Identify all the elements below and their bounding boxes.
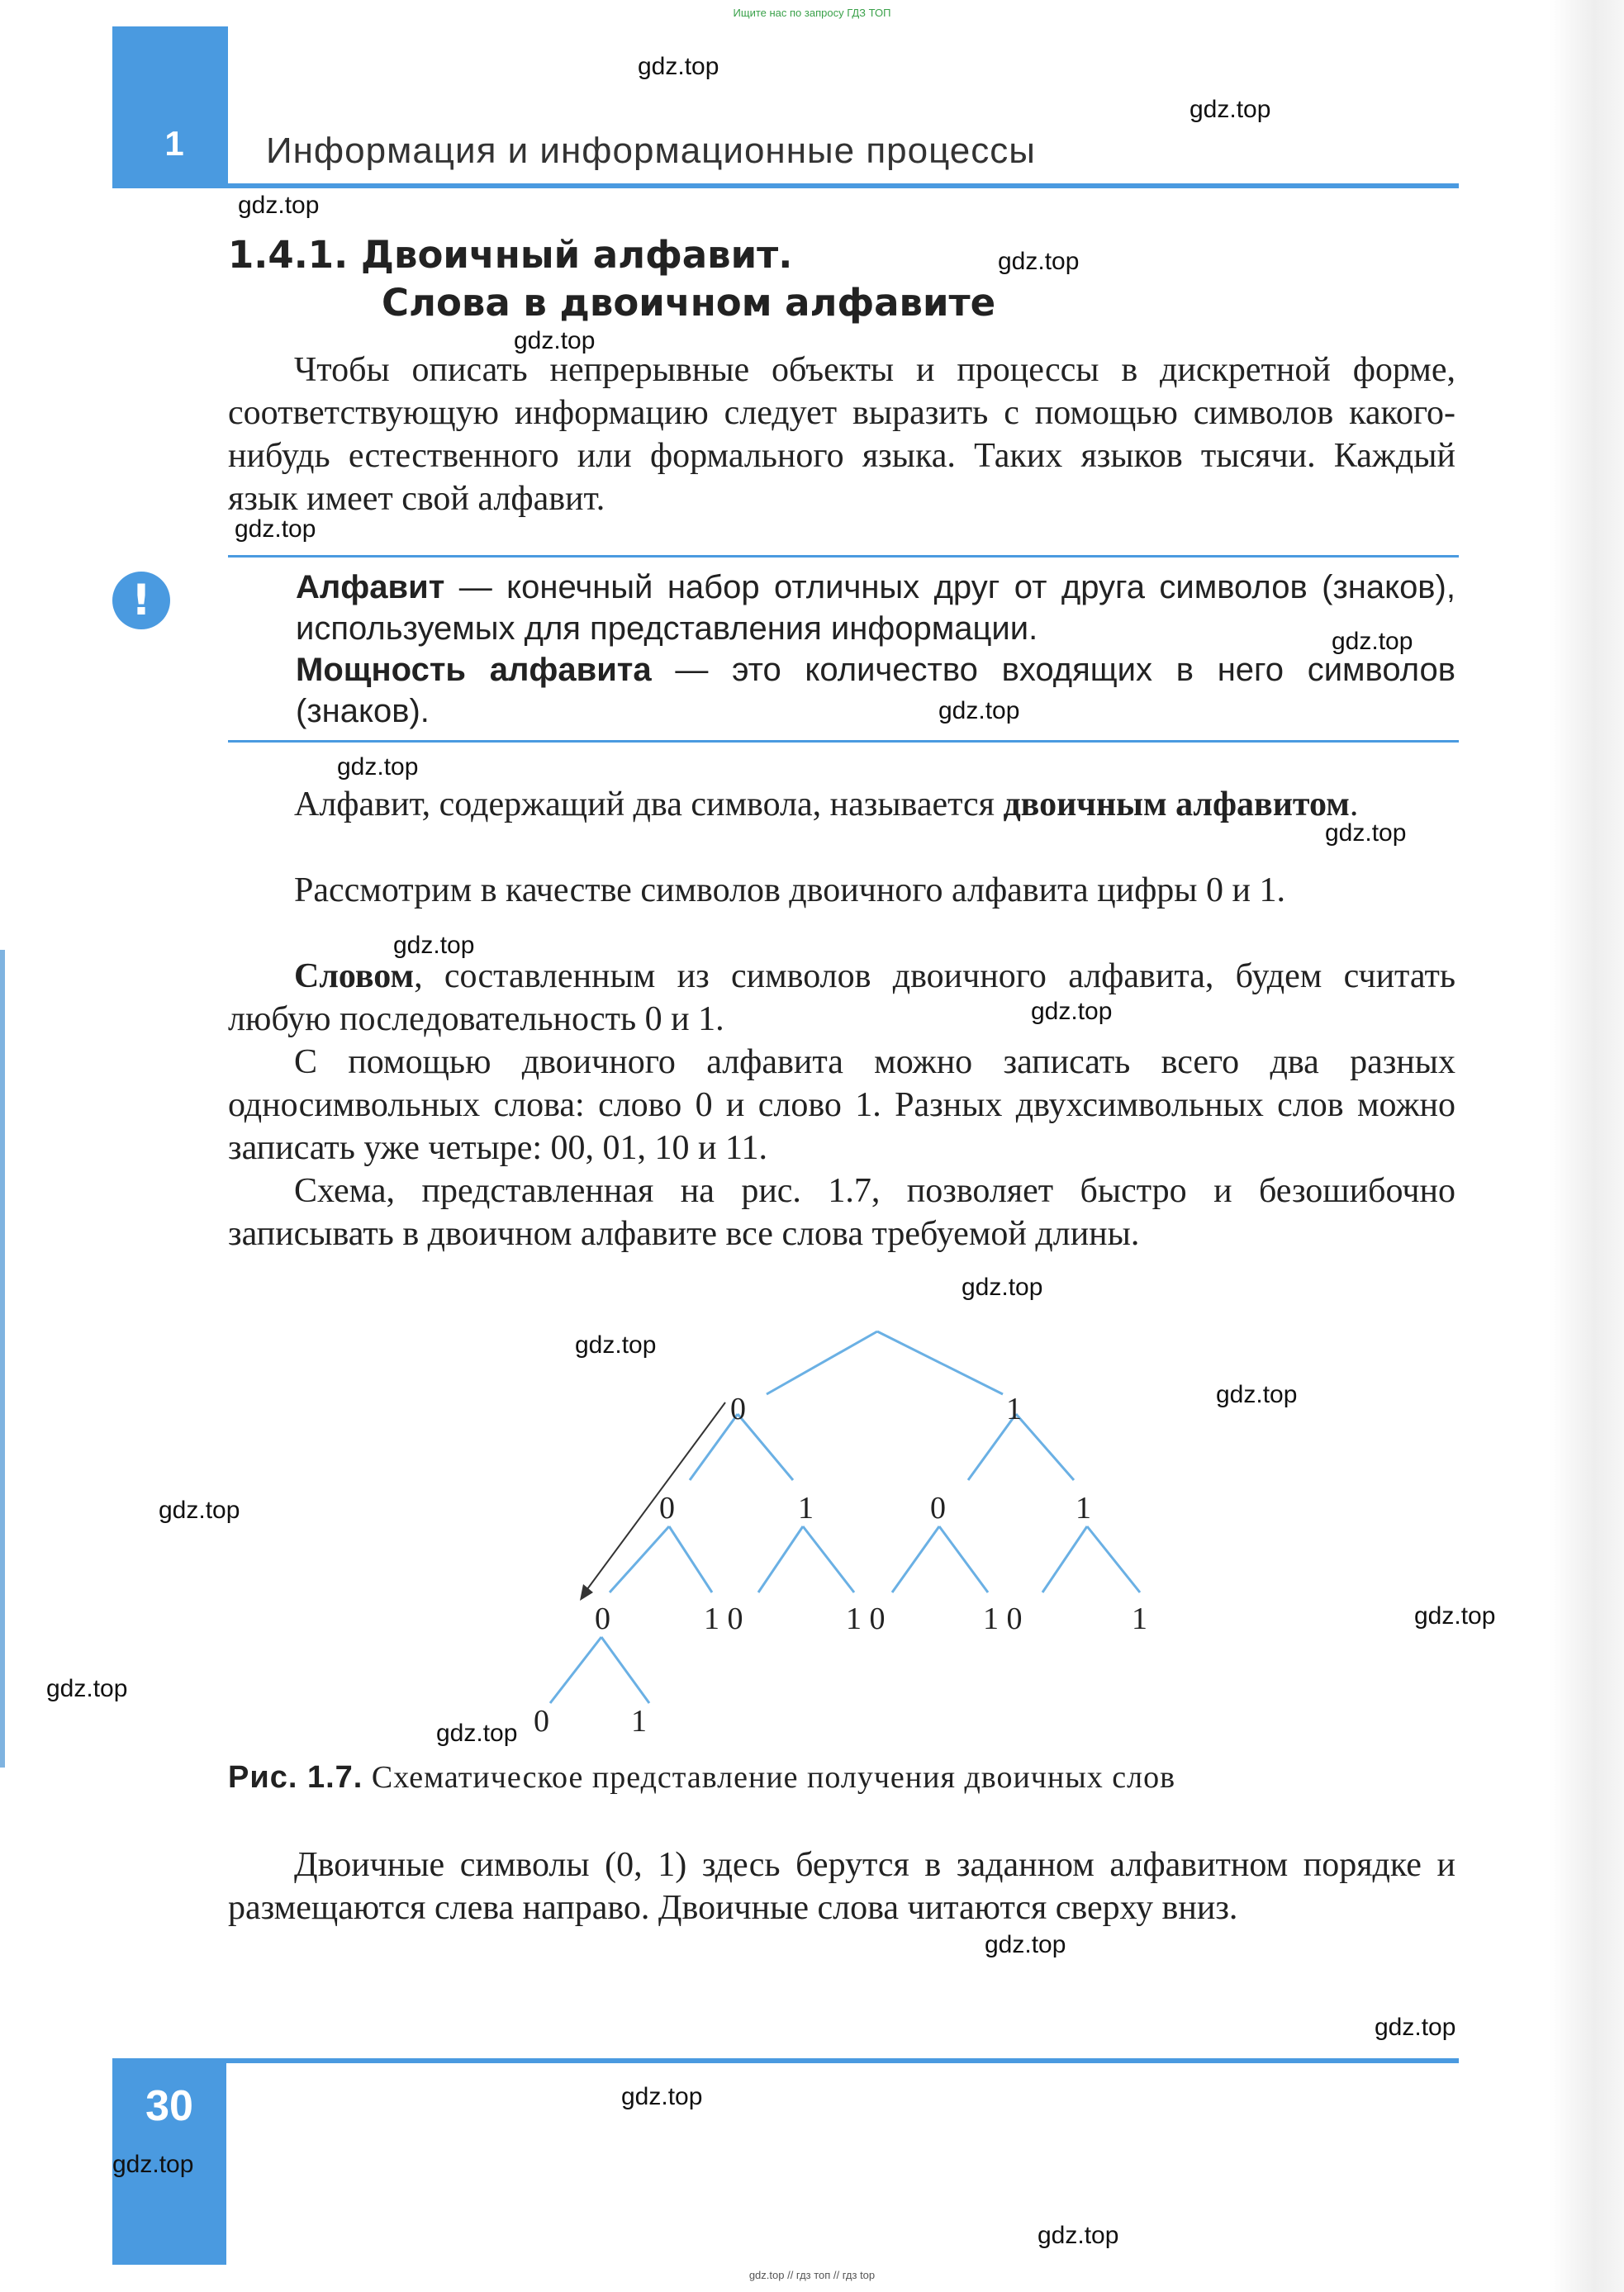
term-power: Мощность алфавита bbox=[296, 652, 652, 688]
watermark: gdz.top bbox=[962, 1274, 1043, 1301]
definition-power-text: — это количество входящих в него символов (знаков). bbox=[296, 652, 1456, 729]
tree-edge bbox=[1087, 1526, 1140, 1592]
arrow-head-icon bbox=[580, 1584, 593, 1601]
tree-node-l1-0: 0 bbox=[730, 1392, 746, 1426]
tree-node-l2-0: 0 bbox=[659, 1491, 675, 1526]
watermark: gdz.top bbox=[393, 932, 475, 959]
watermark: gdz.top bbox=[46, 1675, 128, 1702]
tree-edge bbox=[803, 1526, 854, 1592]
tree-node-l1-1: 1 bbox=[1006, 1392, 1022, 1426]
tree-edge bbox=[877, 1331, 1003, 1394]
watermark: gdz.top bbox=[159, 1497, 240, 1524]
watermark: gdz.top bbox=[998, 248, 1080, 275]
tree-edge bbox=[669, 1526, 712, 1592]
watermark: gdz.top bbox=[1190, 96, 1271, 123]
watermark: gdz.top bbox=[1031, 998, 1113, 1025]
tree-edge bbox=[610, 1526, 669, 1592]
tree-edge bbox=[939, 1526, 988, 1592]
exclamation-icon: ! bbox=[112, 572, 170, 629]
watermark: gdz.top bbox=[621, 2083, 703, 2110]
section-title: 1.4.1. Двоичный алфавит. bbox=[228, 233, 793, 277]
intro-paragraph: Чтобы описать непрерывные объекты и процессы в дискретной форме, соответствующую информацию следует выразить с помощью символов какого-нибудь естественного или формального языка. Таких языков тысячи. Каждый язык имеет свой алфавит. bbox=[228, 351, 1455, 518]
words-paragraph: С помощью двоичного алфавита можно записать всего два разных односимвольных слова: слово 0 и слово 1. Разных двухсимвольных слов можно записать уже четыре: 00, 01, 10 и 11. bbox=[228, 1043, 1455, 1167]
binary-paragraph-after: . bbox=[1349, 785, 1359, 823]
tree-node-l4-1: 1 bbox=[631, 1704, 647, 1739]
tree-node-l3-pair: 1 0 bbox=[846, 1602, 886, 1636]
tree-node-l2-2: 0 bbox=[930, 1491, 946, 1526]
page-number: 30 bbox=[145, 2082, 193, 2130]
tree-edge bbox=[1042, 1526, 1087, 1592]
watermark: gdz.top bbox=[1216, 1381, 1298, 1408]
word-paragraph-text: , составленным из символов двоичного алфавита, будем считать любую последовательность 0 и 1. bbox=[228, 957, 1455, 1038]
tree-node-l2-1: 1 bbox=[798, 1491, 814, 1526]
reading-direction-arrow bbox=[585, 1402, 725, 1592]
watermark: gdz.top bbox=[1332, 628, 1413, 655]
bottom-note: gdz.top // гдз топ // гдз top bbox=[748, 2269, 876, 2281]
definition-alphabet-text: — конечный набор отличных друг от друга символов (знаков), используемых для представления информации. bbox=[296, 569, 1455, 647]
watermark: gdz.top bbox=[638, 53, 719, 80]
tree-edge bbox=[1016, 1414, 1074, 1480]
tree-node-l3-0: 0 bbox=[595, 1602, 610, 1636]
binary-paragraph-before: Алфавит, содержащий два символа, называется bbox=[294, 785, 1004, 823]
chapter-number: 1 bbox=[164, 124, 184, 163]
scheme-paragraph: Схема, представленная на рис. 1.7, позволяет быстро и безошибочно записывать в двоичном алфавите все слова требуемой длины. bbox=[228, 1172, 1455, 1253]
tree-edge bbox=[767, 1331, 877, 1394]
tree-edge bbox=[550, 1637, 601, 1703]
chapter-title: Информация и информационные процессы bbox=[266, 130, 1036, 171]
watermark: gdz.top bbox=[514, 327, 596, 354]
watermark: gdz.top bbox=[235, 515, 316, 543]
footer-rule bbox=[112, 2058, 1459, 2063]
tree-node-l3-1: 1 bbox=[1132, 1602, 1147, 1636]
term-word: Словом bbox=[294, 957, 415, 995]
term-alphabet: Алфавит bbox=[296, 569, 445, 605]
watermark: gdz.top bbox=[238, 192, 320, 219]
figure-caption bbox=[228, 1759, 1175, 1796]
tree-edge bbox=[758, 1526, 803, 1592]
tree-edge bbox=[738, 1414, 793, 1480]
watermark: gdz.top bbox=[575, 1331, 657, 1359]
watermark: gdz.top bbox=[1038, 2222, 1119, 2249]
watermark: gdz.top bbox=[985, 1931, 1066, 1958]
tree-node-l2-3: 1 bbox=[1076, 1491, 1091, 1526]
closing-paragraph: Двоичные символы (0, 1) здесь берутся в заданном алфавитном порядке и размещаются слева направо. Двоичные слова читаются сверху вниз. bbox=[228, 1846, 1455, 1927]
figure-caption-label: Рис. 1.7. bbox=[228, 1760, 363, 1795]
tree-node-l4-0: 0 bbox=[534, 1704, 549, 1739]
tree-node-l3-pair: 1 0 bbox=[983, 1602, 1023, 1636]
top-search-note: Ищите нас по запросу ГДЗ ТОП bbox=[733, 7, 891, 19]
tree-edge bbox=[892, 1526, 939, 1592]
section-title-line2: Слова в двоичном алфавите bbox=[382, 281, 996, 325]
watermark: gdz.top bbox=[1325, 819, 1407, 847]
watermark: gdz.top bbox=[436, 1720, 518, 1747]
tree-node-l3-pair: 1 0 bbox=[704, 1602, 743, 1636]
watermark: gdz.top bbox=[1414, 1602, 1496, 1630]
watermark: gdz.top bbox=[938, 697, 1020, 724]
tree-edge bbox=[601, 1637, 649, 1703]
watermark: gdz.top bbox=[337, 753, 419, 781]
term-binary-alphabet: двоичным алфавитом bbox=[1003, 785, 1350, 823]
consider-paragraph: Рассмотрим в качестве символов двоичного алфавита цифры 0 и 1. bbox=[294, 871, 1285, 909]
watermark: gdz.top bbox=[1375, 2014, 1456, 2041]
watermark: gdz.top bbox=[112, 2151, 194, 2178]
figure-caption-text: Схематическое представление получения двоичных слов bbox=[363, 1760, 1176, 1795]
